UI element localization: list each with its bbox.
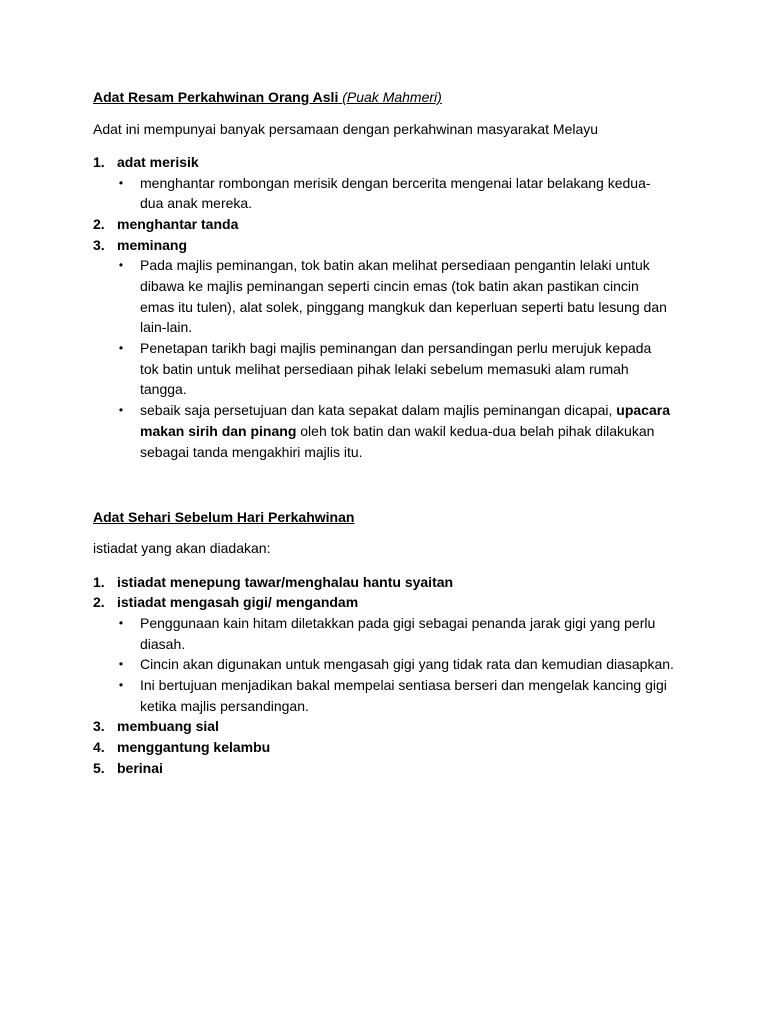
heading-title: Adat Sehari Sebelum Hari Perkahwinan	[93, 508, 355, 525]
bullet-line: dibawa ke majlis peminangan seperti cincin emas (tok batin akan pastikan cincin	[140, 278, 639, 294]
list-item-row	[93, 214, 733, 235]
bullet-marker: •	[118, 341, 124, 356]
bullet-text-bold: makan sirih dan pinang	[140, 422, 297, 439]
list-item	[93, 152, 733, 214]
list-item-label: adat merisik	[117, 153, 199, 170]
bullet-line: diasah.	[140, 635, 186, 652]
bullet-marker: •	[118, 258, 124, 273]
list-item-number: 2.	[93, 215, 105, 232]
list-item-label: berinai	[117, 759, 163, 776]
bullet-text	[140, 338, 733, 400]
list-item-number: 1.	[93, 153, 105, 170]
list-item	[93, 758, 733, 779]
bullet-marker: •	[118, 403, 124, 418]
list-item-row	[93, 152, 733, 173]
bullet-line: Penggunaan kain hitam diletakkan pada gigi sebagai penanda jarak gigi yang perlu	[140, 615, 656, 632]
list-item-number: 1.	[93, 573, 105, 590]
bullet-marker: •	[118, 175, 124, 190]
bullet-line: menghantar rombongan merisik dengan bercerita mengenai latar belakang kedua-	[140, 174, 651, 191]
list-item-number: 2.	[93, 594, 105, 611]
bullet-marker: •	[118, 678, 124, 693]
list-item	[93, 716, 733, 737]
bullet-text-segment: sebaik saja persetujuan dan kata sepakat dalam majlis peminangan dicapai,	[140, 402, 617, 419]
bullet-text	[140, 675, 733, 716]
bullet-item	[93, 338, 733, 400]
bullet-marker: •	[118, 657, 124, 672]
bullet-text	[140, 400, 733, 462]
bullet-line	[140, 400, 733, 421]
list-item-row	[93, 572, 733, 593]
list-item-row	[93, 716, 733, 737]
list-item	[93, 235, 733, 463]
list-item-number: 3.	[93, 236, 105, 253]
bullet-text	[140, 255, 733, 338]
bullet-text	[140, 654, 733, 675]
list-item	[93, 214, 733, 235]
bullet-line: tok batin untuk melihat persediaan pihak lelaki sebelum memasuki alam rumah	[140, 360, 629, 377]
list-item-number: 4.	[93, 739, 105, 756]
section-2	[93, 507, 733, 779]
bullet-line: sebagai tanda mengakhiri majlis itu.	[140, 443, 363, 460]
bullet-item	[93, 675, 733, 716]
list-item-label: istiadat menepung tawar/menghalau hantu syaitan	[117, 573, 454, 590]
section-heading	[93, 507, 733, 528]
bullet-line	[140, 421, 733, 442]
bullet-line: Penetapan tarikh bagi majlis peminangan dan persandingan perlu merujuk kepada	[140, 340, 652, 357]
numbered-list	[93, 152, 733, 462]
list-item-row	[93, 737, 733, 758]
heading-title: Adat Resam Perkahwinan Orang Asli	[93, 89, 339, 105]
bullet-item	[93, 255, 733, 338]
bullet-line: Pada majlis peminangan, tok batin akan melihat persediaan pengantin lelaki untuk	[140, 257, 650, 274]
numbered-list	[93, 572, 733, 779]
bullet-text	[140, 173, 733, 214]
section-intro: Adat ini mempunyai banyak persamaan dengan perkahwinan masyarakat Melayu	[93, 120, 599, 137]
bullet-line: Ini bertujuan menjadikan bakal mempelai sentiasa berseri dan mengelak kancing gigi	[140, 677, 667, 694]
bullet-line: lain-lain.	[140, 319, 193, 336]
bullet-line: Cincin akan digunakan untuk mengasah gigi yang tidak rata dan kemudian diasapkan.	[140, 656, 674, 673]
bullet-line: ketika majlis persandingan.	[140, 697, 309, 714]
list-item	[93, 572, 733, 593]
list-item-label: menghantar tanda	[117, 215, 239, 232]
list-item-row	[93, 235, 733, 256]
list-item-row	[93, 758, 733, 779]
list-item-number: 5.	[93, 759, 105, 776]
bullet-item	[93, 173, 733, 214]
list-item-row	[93, 592, 733, 613]
section-intro: istiadat yang akan diadakan:	[93, 540, 271, 557]
heading-subtitle: (Puak Mahmeri)	[342, 89, 442, 105]
bullet-line: emas itu tulen), alat solek, pinggang mangkuk dan keperluan seperti batu lesung dan	[140, 298, 667, 315]
list-item-label: menggantung kelambu	[117, 739, 271, 756]
document-body	[93, 87, 733, 823]
list-item-number: 3.	[93, 718, 105, 735]
list-item-label: membuang sial	[117, 718, 219, 735]
list-item	[93, 592, 733, 716]
bullet-line: tangga.	[140, 381, 187, 398]
bullet-text	[140, 613, 733, 654]
bullet-text-segment: oleh tok batin dan wakil kedua-dua belah pihak dilakukan	[296, 422, 655, 439]
bullet-item	[93, 400, 733, 462]
bullet-item	[93, 654, 733, 675]
list-item-label: meminang	[117, 236, 188, 253]
bullet-item	[93, 613, 733, 654]
bullet-marker: •	[118, 616, 124, 631]
section-heading	[93, 87, 733, 108]
list-item-label: istiadat mengasah gigi/ mengandam	[117, 594, 359, 611]
bullet-line: dua anak mereka.	[140, 195, 253, 212]
section-1	[93, 87, 733, 462]
list-item	[93, 737, 733, 758]
bullet-text-bold: upacara	[616, 402, 670, 419]
